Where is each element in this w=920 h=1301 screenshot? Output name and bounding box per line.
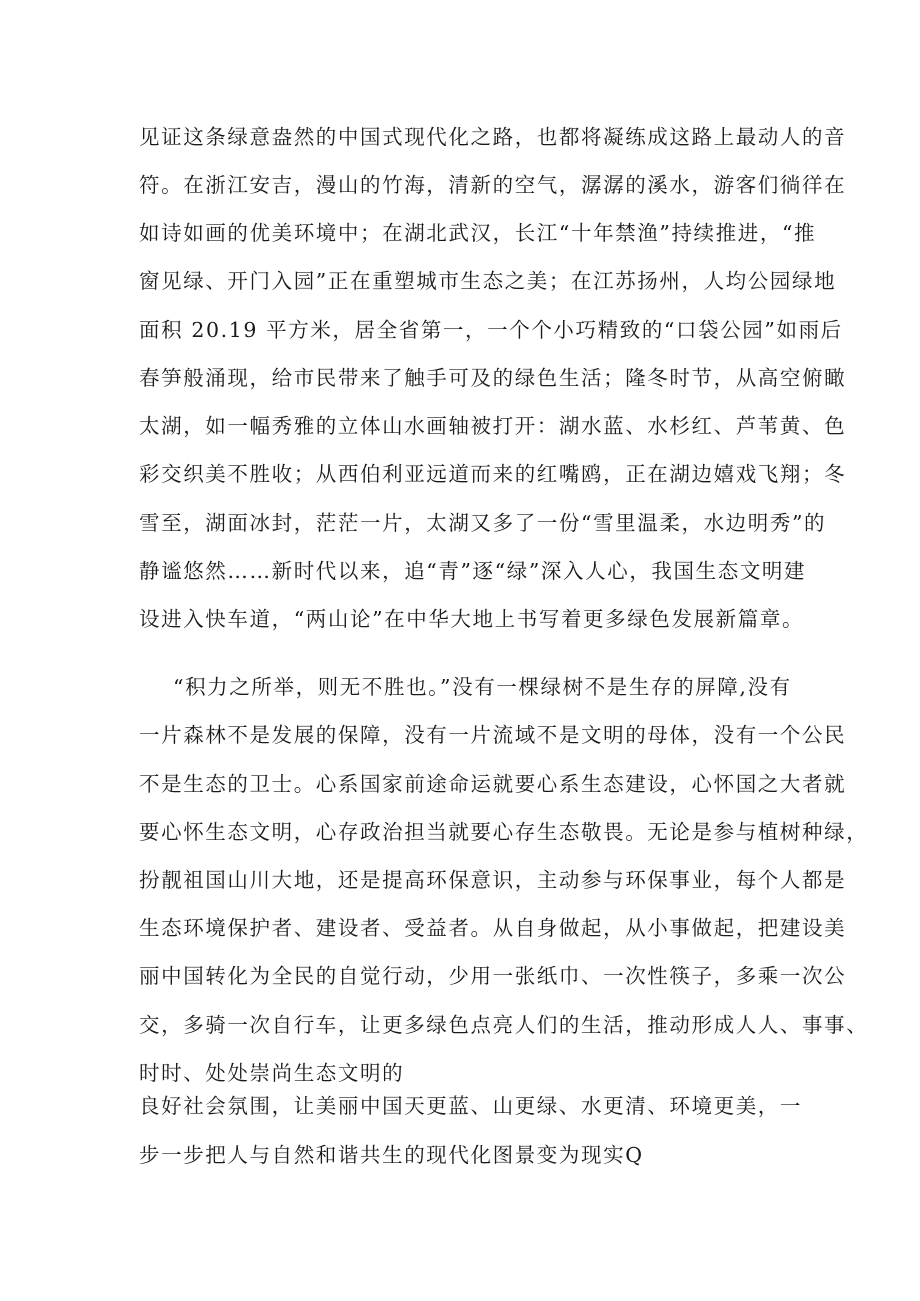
text-line: 静谧悠然……新时代以来，追“青”逐“绿”深入人心，我国生态文明建	[139, 559, 807, 583]
text-line: “积力之所举，则无不胜也。”没有一棵绿树不是生存的屏障,没有	[173, 675, 792, 699]
text-line: 如诗如画的优美环境中；在湖北武汉，长江“十年禁渔”持续推进，“推	[139, 221, 817, 245]
text-line: 良好社会氛围，让美丽中国天更蓝、山更绿、水更清、环境更美，一	[139, 1094, 802, 1118]
text-line: 丽中国转化为全民的自觉行动，少用一张纸巾、一次性筷子，多乘一次公	[139, 964, 847, 988]
text-line: 扮靓祖国山川大地，还是提高环保意识，主动参与环保事业，每个人都是	[139, 868, 847, 892]
text-line: 符。在浙江安吉，漫山的竹海，清新的空气，潺潺的溪水，游客们徜徉在	[139, 173, 847, 197]
text-line: 面积 20.19 平方米，居全省第一，一个个小巧精致的“口袋公园”如雨后	[139, 318, 843, 342]
text-line: 一片森林不是发展的保障，没有一片流域不是文明的母体，没有一个公民	[139, 723, 847, 747]
text-line: 步一步把人与自然和谐共生的现代化图景变为现实Q	[139, 1143, 644, 1167]
text-line: 生态环境保护者、建设者、受益者。从自身做起，从小事做起，把建设美	[139, 916, 847, 940]
text-line: 交，多骑一次自行车，让更多绿色点亮人们的生活，推动形成人人、事事、	[139, 1013, 869, 1037]
text-line: 太湖，如一幅秀雅的立体山水画轴被打开：湖水蓝、水杉红、芦苇黄、色	[139, 414, 847, 438]
text-line: 设进入快车道，“两山论”在中华大地上书写着更多绿色发展新篇章。	[139, 607, 805, 631]
text-line: 不是生态的卫士。心系国家前途命运就要心系生态建设，心怀国之大者就	[139, 772, 847, 796]
text-line: 窗见绿、开门入园”正在重塑城市生态之美；在江苏扬州，人均公园绿地	[139, 269, 837, 293]
text-line: 要心怀生态文明，心存政治担当就要心存生态敬畏。无论是参与植树种绿，	[139, 820, 869, 844]
text-line: 时时、处处崇尚生态文明的	[139, 1061, 405, 1085]
text-line: 彩交织美不胜收；从西伯利亚远道而来的红嘴鸥，正在湖边嬉戏飞翔；冬	[139, 462, 847, 486]
text-line: 见证这条绿意盎然的中国式现代化之路，也都将凝练成这路上最动人的音	[139, 125, 847, 149]
text-line: 雪至，湖面冰封，茫茫一片，太湖又多了一份“雪里温柔，水边明秀”的	[139, 511, 827, 535]
text-line: 春笋般涌现，给市民带来了触手可及的绿色生活；隆冬时节，从高空俯瞰	[139, 366, 847, 390]
